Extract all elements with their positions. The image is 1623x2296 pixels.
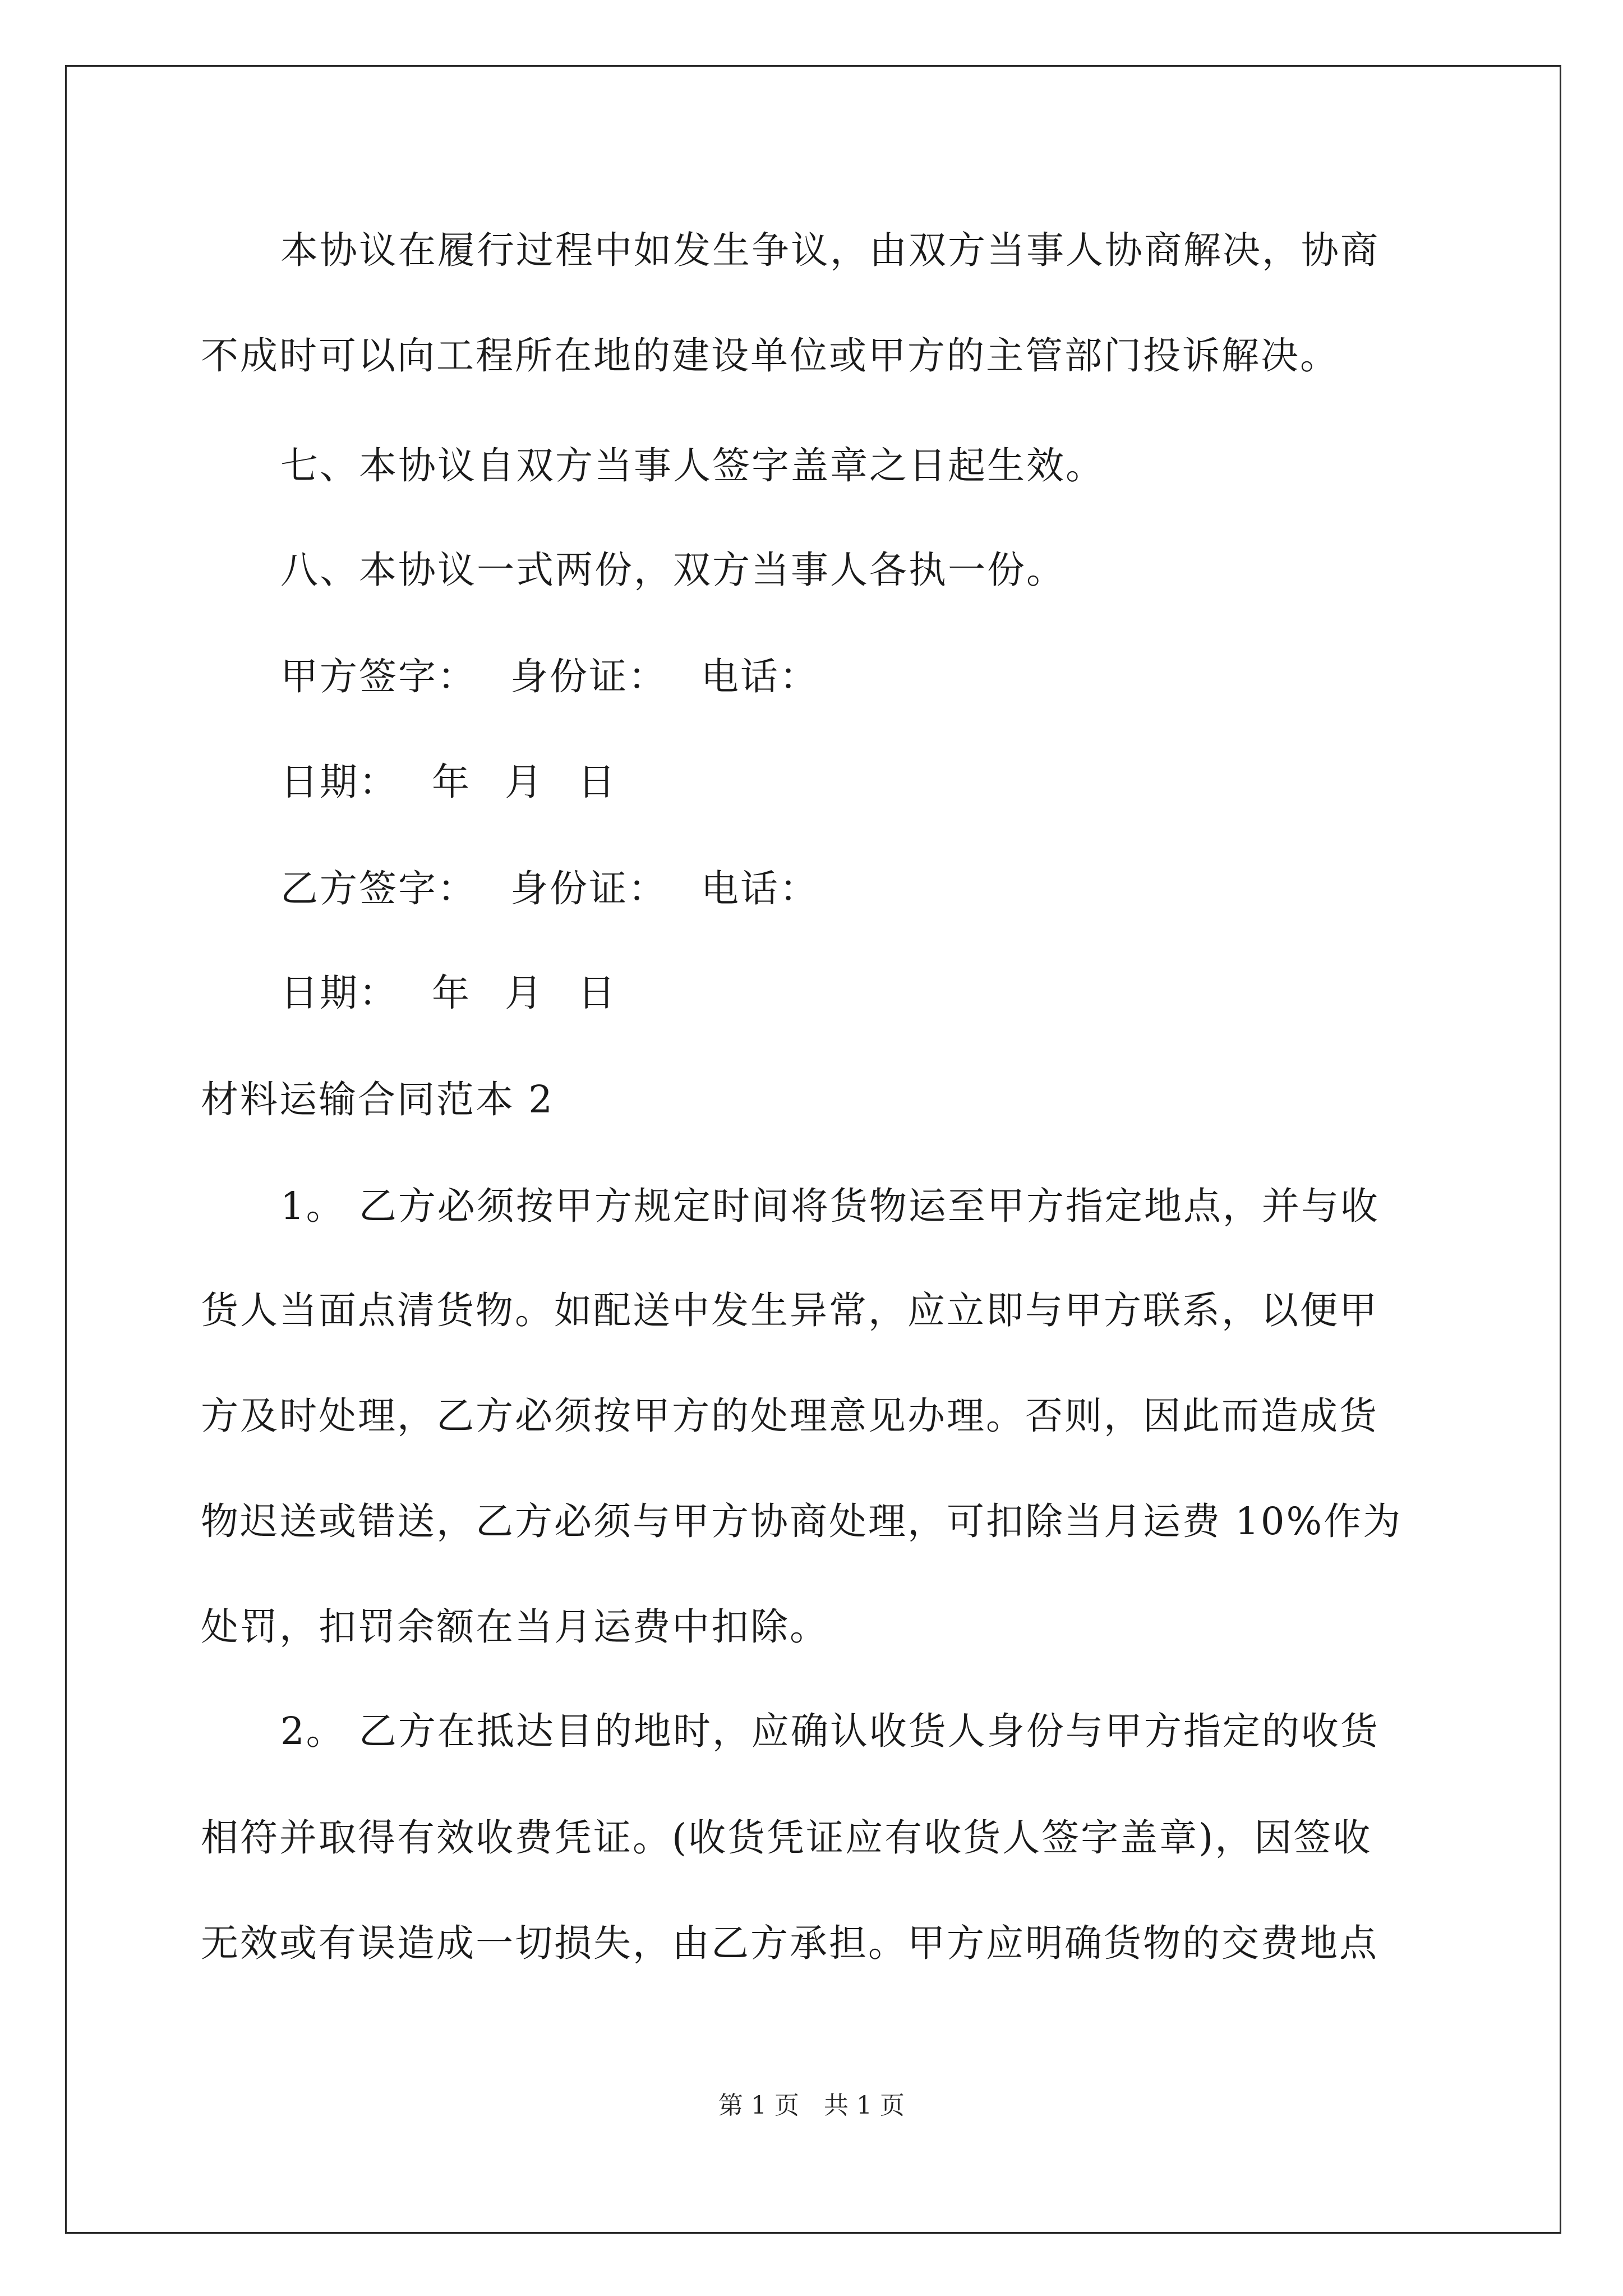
party-a-date-line [280,756,1514,808]
party-b-phone-label: 电话： [701,867,819,910]
party-b-date-label: 日期： [280,971,398,1015]
party-b-signature-line [280,863,1514,914]
party-a-id-label: 身份证： [510,655,667,698]
item-1-line-4: 物迟送或错送，乙方必须与甲方协商处理，可扣除当月运费 10%作为 [201,1499,1403,1543]
clause-7: 七、本协议自双方当事人签字盖章之日起生效。 [280,444,1105,487]
item-2-line-1: 2。 乙方在抵达目的地时，应确认收货人身份与甲方指定的收货 [280,1709,1380,1753]
party-b-id-label: 身份证： [510,867,667,910]
item-1-line-2: 货人当面点清货物。如配送中发生异常，应立即与甲方联系，以便甲 [201,1289,1378,1332]
party-a-date-label: 日期： [280,760,398,804]
item-1-line-1: 1。 乙方必须按甲方规定时间将货物运至甲方指定地点，并与收 [280,1184,1380,1228]
dispute-paragraph-line-1: 本协议在履行过程中如发生争议，由双方当事人协商解决，协商 [280,228,1380,272]
page-number-footer: 第 1 页 共 1 页 [718,2091,905,2120]
party-a-phone-label: 电话： [701,655,819,698]
party-a-year: 年 [432,760,471,804]
party-a-month: 月 [505,760,544,804]
party-b-day: 日 [578,971,617,1015]
party-b-year: 年 [432,971,471,1015]
item-1-line-3: 方及时处理，乙方必须按甲方的处理意见办理。否则，因此而造成货 [201,1394,1378,1438]
item-2-line-2: 相符并取得有效收费凭证。(收货凭证应有收货人签字盖章)，因签收 [201,1816,1372,1860]
party-b-date-line [280,967,1514,1019]
party-b-month: 月 [505,971,544,1015]
item-1-line-5: 处罚，扣罚余额在当月运费中扣除。 [201,1605,829,1649]
party-a-sign-label: 甲方签字： [280,655,477,698]
party-a-day: 日 [578,760,617,804]
clause-8: 八、本协议一式两份，双方当事人各执一份。 [280,548,1066,592]
section-title: 材料运输合同范本 2 [201,1078,554,1121]
item-2-line-3: 无效或有误造成一切损失，由乙方承担。甲方应明确货物的交费地点 [201,1921,1378,1965]
page-border [65,65,1561,2234]
party-a-signature-line [280,651,1514,702]
dispute-paragraph-line-2: 不成时可以向工程所在地的建设单位或甲方的主管部门投诉解决。 [201,334,1339,378]
party-b-sign-label: 乙方签字： [280,867,477,910]
